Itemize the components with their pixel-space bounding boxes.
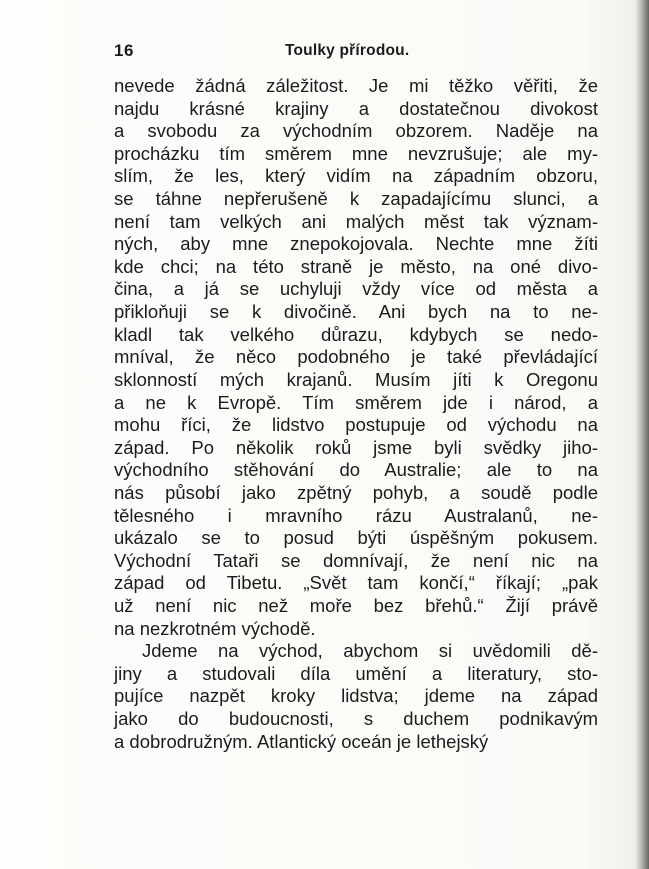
text-line: západ. Po několik roků jsme byli svědky jiho- (114, 436, 598, 458)
text-line: ných, aby mne znepokojovala. Nechte mne žíti (114, 233, 598, 255)
text-line: Jdeme na východ, abychom si uvědomili dě- (142, 640, 598, 662)
page-number: 16 (114, 41, 134, 60)
text-line: východního stěhování do Australie; ale to na (114, 459, 598, 481)
text-line: procházku tím směrem mne nevzrušuje; ale my- (114, 142, 598, 164)
running-title: Toulky přírodou. (285, 42, 410, 59)
text-line: a ne k Evropě. Tím směrem jde i národ, a (114, 391, 598, 413)
text-line: a dobrodružným. Atlantický oceán je lethejský (114, 730, 489, 752)
text-line: už není nic než moře bez břehů.“ Žijí právě (114, 595, 598, 617)
text-line: slím, že les, který vidím na západním obzoru, (114, 165, 598, 187)
text-line: přikloňuji se k divočině. Ani bych na to ne- (114, 301, 598, 323)
text-line: ukázalo se to posud býti úspěšným pokusem. (114, 527, 598, 549)
text-line: kde chci; na této straně je město, na oné divo- (114, 255, 598, 277)
page-header (114, 41, 598, 65)
text-line: tělesného i mravního rázu Australanů, ne- (114, 504, 598, 526)
text-line: pujíce nazpět kroky lidstva; jdeme na západ (114, 685, 598, 707)
text-line: čina, a já se uchyluji vždy více od města a (114, 278, 598, 300)
text-line: jiny a studovali díla umění a literatury, sto- (114, 662, 598, 684)
text-line: sklonností mých krajanů. Musím jíti k Oregonu (114, 368, 598, 390)
text-line: na nezkrotném východě. (114, 617, 316, 639)
text-line: nás působí jako zpětný pohyb, a soudě podle (114, 481, 598, 503)
text-line: najdu krásné krajiny a dostatečnou divokost (114, 97, 598, 119)
text-line: jako do budoucnosti, s duchem podnikavým (114, 708, 598, 730)
text-line: nevede žádná záležitost. Je mi těžko věřiti, že (114, 75, 598, 96)
page-edge-shadow (635, 0, 649, 869)
text-line: není tam velkých ani malých měst tak význam- (114, 210, 598, 232)
text-line: se táhne nepřerušeně k zapadajícímu slunci, a (114, 188, 598, 210)
text-line: kladl tak velkého důrazu, kdybych se nedo- (114, 323, 598, 345)
text-line: Východní Tataři se domnívají, že není nic na (114, 549, 598, 571)
text-line: mohu říci, že lidstvo postupuje od východu na (114, 414, 598, 436)
body-text (114, 75, 598, 753)
text-line: a svobodu za východním obzorem. Naděje na (114, 120, 598, 142)
text-line: mníval, že něco podobného je také převládající (114, 346, 598, 368)
text-line: západ od Tibetu. „Svět tam končí,“ říkají; „pak (114, 572, 598, 594)
